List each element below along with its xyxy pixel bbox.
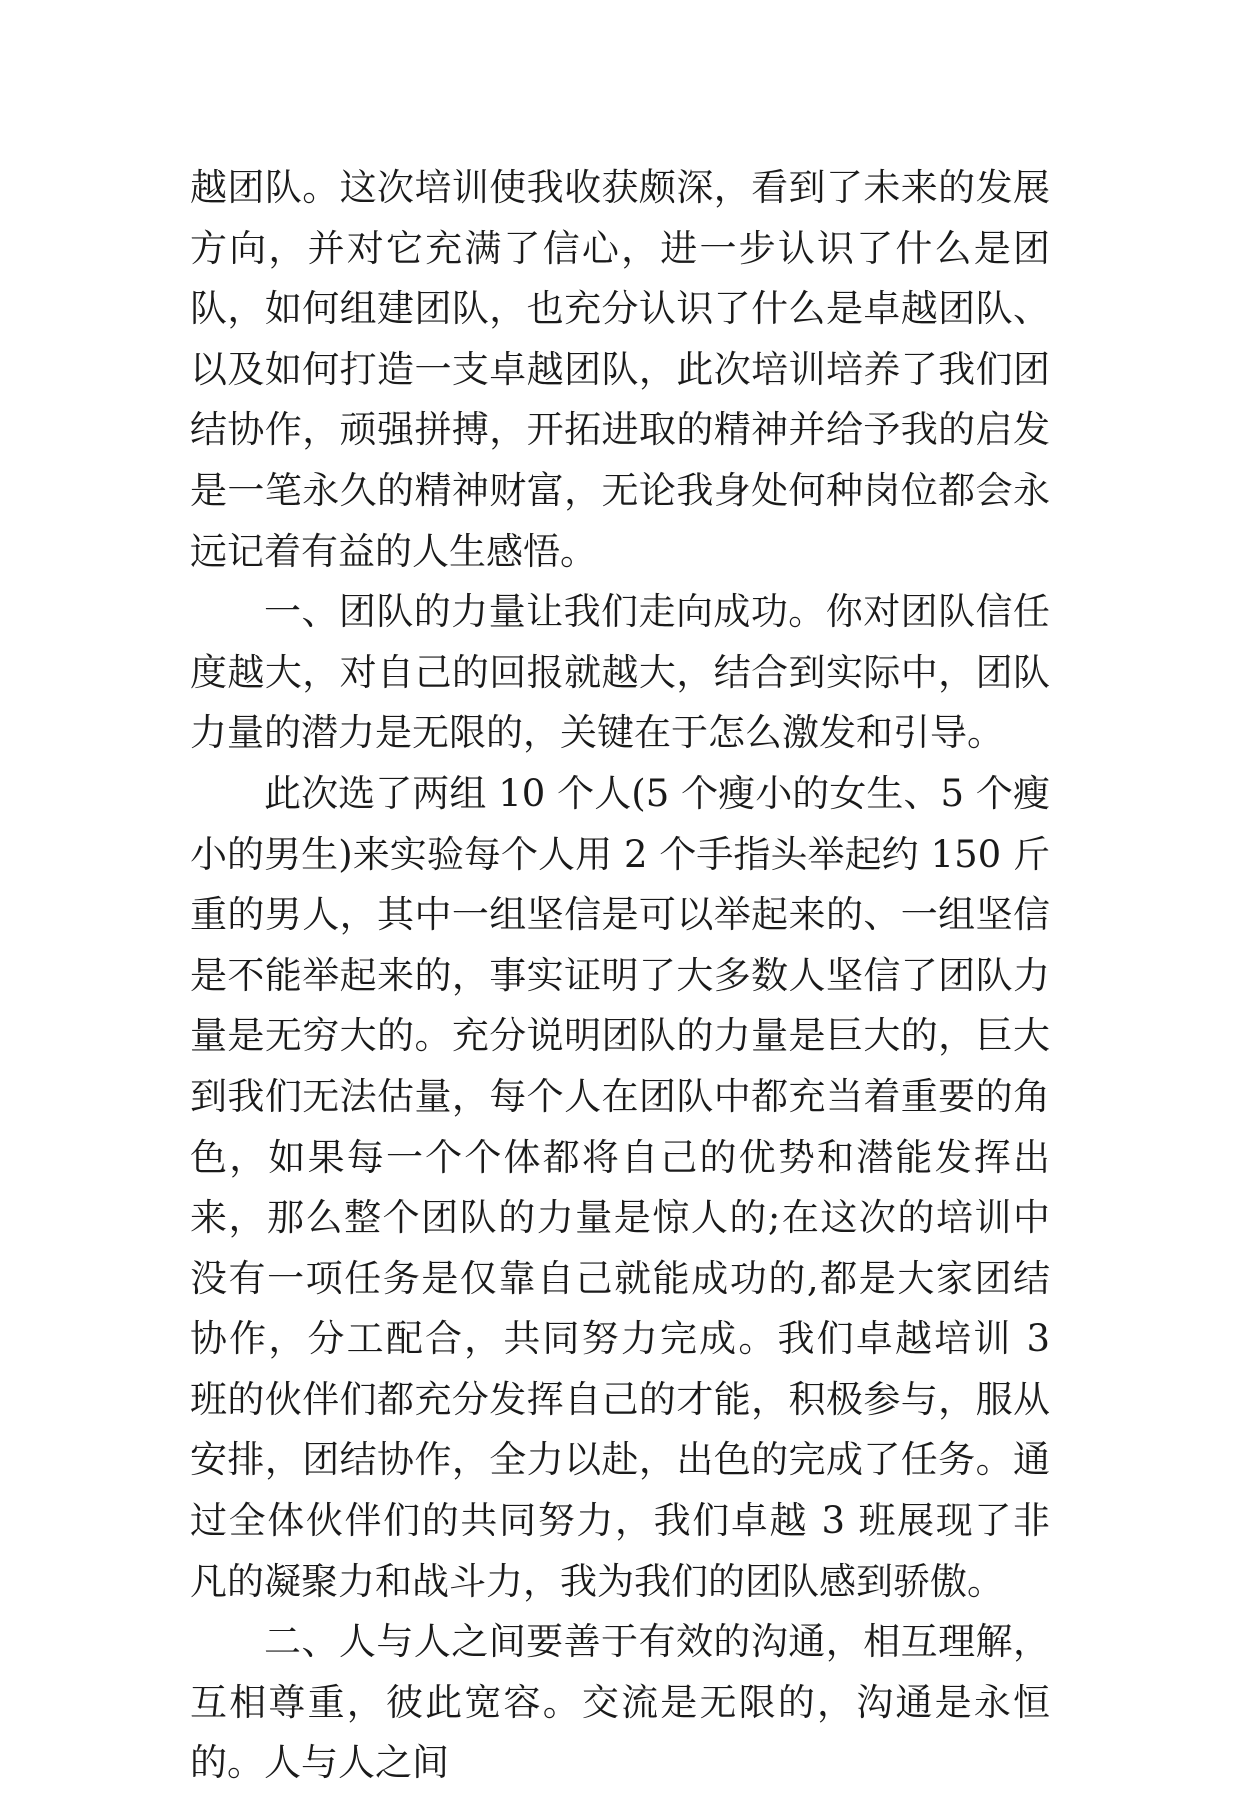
paragraph-communication: 二、人与人之间要善于有效的沟通，相互理解，互相尊重，彼此宽容。交流是无限的，沟通是永恒的。人与人之间: [190, 1620, 1050, 1785]
paragraph-team-power: 一、团队的力量让我们走向成功。你对团队信任度越大，对自己的回报就越大，结合到实际中，团队力量的潜力是无限的，关键在于怎么激发和引导。: [190, 590, 1050, 755]
document-body: [190, 158, 1050, 1794]
paragraph-continuation: 越团队。这次培训使我收获颇深，看到了未来的发展方向，并对它充满了信心，进一步认识了什么是团队，如何组建团队，也充分认识了什么是卓越团队、以及如何打造一支卓越团队，此次培训培养了我们团结协作，顽强拼搏，开拓进取的精神并给予我的启发是一笔永久的精神财富，无论我身处何种岗位都会永远记着有益的人生感悟。: [190, 166, 1050, 573]
paragraph-experiment: 此次选了两组 10 个人(5 个瘦小的女生、5 个瘦小的男生)来实验每个人用 2 个手指头举起约 150 斤重的男人，其中一组坚信是可以举起来的、一组坚信是不能举起来的，事实证明了大多数人坚信了团队力量是无穷大的。充分说明团队的力量是巨大的，巨大到我们无法估量，每个人在团队中都充当着重要的角色，如果每一个个体都将自己的优势和潜能发挥出来，那么整个团队的力量是惊人的;在这次的培训中没有一项任务是仅靠自己就能成功的,都是大家团结协作，分工配合，共同努力完成。我们卓越培训 3 班的伙伴们都充分发挥自己的才能，积极参与，服从安排，团结协作，全力以赴，出色的完成了任务。通过全体伙伴们的共同努力，我们卓越 3 班展现了非凡的凝聚力和战斗力，我为我们的团队感到骄傲。: [190, 771, 1050, 1603]
